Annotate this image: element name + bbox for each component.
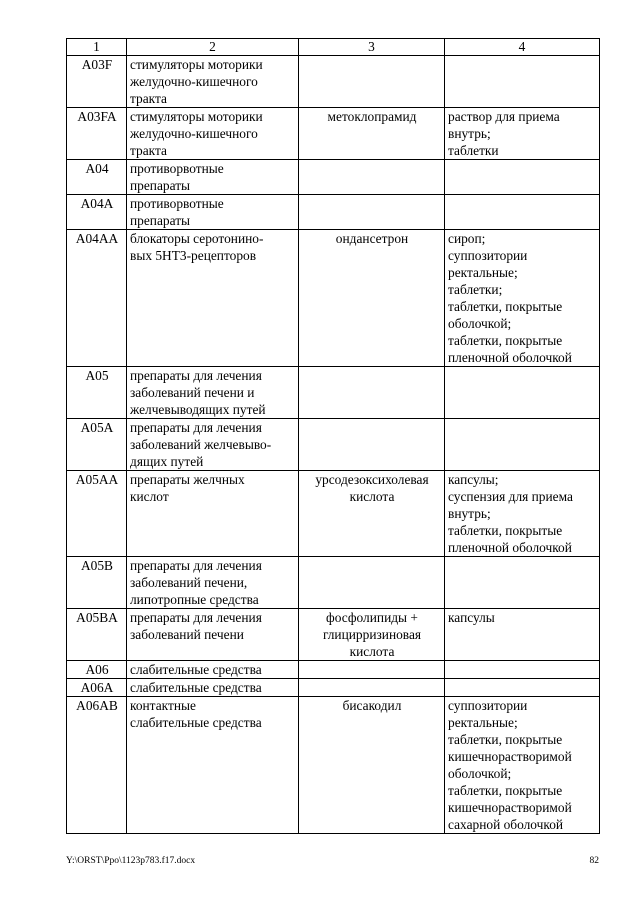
dosage-form-line: суппозитории [448, 248, 528, 263]
dosage-form-line: пленочной оболочкой [448, 350, 572, 365]
dosage-form-line: таблетки, покрытые [448, 732, 563, 747]
drug-name-cell [299, 195, 445, 230]
group-name-cell [127, 56, 299, 108]
dosage-form-cell [445, 471, 600, 557]
dosage-form-line: кишечнорастворимой [448, 800, 572, 815]
drug-name-cell [299, 108, 445, 160]
dosage-form-line: сироп; [448, 231, 486, 246]
group-name-line: кислот [130, 489, 169, 504]
group-name-line: противорвотные [130, 196, 224, 211]
dosage-form-line: сахарной оболочкой [448, 817, 564, 832]
drug-name-line: бисакодил [342, 698, 402, 713]
group-name-cell [127, 367, 299, 419]
group-name-line: слабительные средства [130, 680, 262, 695]
group-name-line: контактные [130, 698, 196, 713]
drug-name-cell [299, 160, 445, 195]
group-name-cell [127, 419, 299, 471]
dosage-form-line: ректальные; [448, 715, 518, 730]
drug-name-line: глицирризиновая [322, 627, 422, 642]
atc-code-cell: A06A [67, 679, 127, 697]
group-name-cell [127, 697, 299, 834]
dosage-form-line: пленочной оболочкой [448, 540, 572, 555]
group-name-line: слабительные средства [130, 662, 262, 677]
group-name-line: желчевыводящих путей [130, 402, 266, 417]
group-name-line: вых 5НТ3-рецепторов [130, 248, 257, 263]
dosage-form-cell [445, 230, 600, 367]
column-header: 1 [67, 39, 127, 56]
dosage-form-cell [445, 609, 600, 661]
group-name-cell [127, 195, 299, 230]
dosage-form-line: капсулы [448, 610, 495, 625]
table-row [67, 609, 600, 661]
header-row [67, 39, 600, 56]
dosage-form-cell [445, 195, 600, 230]
atc-code-cell: A05A [67, 419, 127, 471]
table-row [67, 160, 600, 195]
group-name-cell [127, 679, 299, 697]
group-name-line: дящих путей [130, 454, 204, 469]
group-name-line: препараты желчных [130, 472, 245, 487]
drug-name-cell [299, 609, 445, 661]
group-name-line: слабительные средства [130, 715, 262, 730]
table-row [67, 419, 600, 471]
dosage-form-line: суппозитории [448, 698, 528, 713]
drug-name-line: метоклопрамид [327, 109, 417, 124]
table-row [67, 679, 600, 697]
atc-code-cell: A03F [67, 56, 127, 108]
column-header: 3 [299, 39, 445, 56]
dosage-form-line: таблетки, покрытые [448, 333, 563, 348]
group-name-line: заболеваний печени, [130, 575, 248, 590]
group-name-cell [127, 609, 299, 661]
dosage-form-line: суспензия для приема [448, 489, 573, 504]
dosage-form-line: таблетки [448, 143, 499, 158]
dosage-form-line: таблетки; [448, 282, 503, 297]
group-name-line: стимуляторы моторики [130, 109, 263, 124]
table-row [67, 661, 600, 679]
atc-code-cell: A04 [67, 160, 127, 195]
group-name-line: препараты для лечения [130, 368, 262, 383]
table-row [67, 56, 600, 108]
dosage-form-line: внутрь; [448, 506, 491, 521]
dosage-form-line: ректальные; [448, 265, 518, 280]
table-row [67, 697, 600, 834]
table-row [67, 108, 600, 160]
dosage-form-cell [445, 661, 600, 679]
dosage-form-line: внутрь; [448, 126, 491, 141]
drug-name-line: ондансетрон [335, 231, 409, 246]
dosage-form-line: таблетки, покрытые [448, 299, 563, 314]
drug-name-cell [299, 230, 445, 367]
column-header: 4 [445, 39, 600, 56]
dosage-form-cell [445, 108, 600, 160]
table-row [67, 230, 600, 367]
group-name-cell [127, 471, 299, 557]
group-name-line: противорвотные [130, 161, 224, 176]
dosage-form-line: таблетки, покрытые [448, 523, 563, 538]
group-name-cell [127, 661, 299, 679]
drug-name-cell [299, 679, 445, 697]
atc-code-cell: A05 [67, 367, 127, 419]
group-name-line: желудочно-кишечного [130, 126, 258, 141]
dosage-form-cell [445, 367, 600, 419]
atc-code-cell: A05B [67, 557, 127, 609]
drug-name-cell [299, 367, 445, 419]
group-name-cell [127, 160, 299, 195]
dosage-form-line: оболочкой; [448, 316, 512, 331]
group-name-line: стимуляторы моторики [130, 57, 263, 72]
group-name-line: препараты [130, 178, 191, 193]
drug-name-cell [299, 471, 445, 557]
drug-name-line: урсодезоксихолевая [315, 472, 429, 487]
atc-code-cell: A03FA [67, 108, 127, 160]
table-row [67, 367, 600, 419]
group-name-line: желудочно-кишечного [130, 74, 258, 89]
dosage-form-cell [445, 557, 600, 609]
group-name-line: заболеваний печени и [130, 385, 255, 400]
group-name-line: липотропные средства [130, 592, 259, 607]
group-name-line: препараты [130, 213, 191, 228]
table-row [67, 471, 600, 557]
atc-code-cell: A06 [67, 661, 127, 679]
dosage-form-line: оболочкой; [448, 766, 512, 781]
group-name-line: заболеваний печени [130, 627, 244, 642]
atc-code-cell: A04AA [67, 230, 127, 367]
dosage-form-line: кишечнорастворимой [448, 749, 572, 764]
drug-name-cell [299, 697, 445, 834]
column-header: 2 [127, 39, 299, 56]
footer-file-path: Y:\ORST\Ppo\1123p783.f17.docx [66, 856, 196, 866]
table-row [67, 195, 600, 230]
group-name-cell [127, 557, 299, 609]
atc-code-cell: A05AA [67, 471, 127, 557]
medication-table [66, 38, 600, 834]
dosage-form-line: капсулы; [448, 472, 499, 487]
dosage-form-cell [445, 697, 600, 834]
drug-name-line: кислота [349, 644, 395, 659]
atc-code-cell: A05BA [67, 609, 127, 661]
group-name-line: тракта [130, 143, 167, 158]
group-name-line: препараты для лечения [130, 610, 262, 625]
group-name-line: тракта [130, 91, 167, 106]
drug-name-line: фосфолипиды + [326, 610, 418, 625]
group-name-cell [127, 230, 299, 367]
dosage-form-cell [445, 56, 600, 108]
dosage-form-cell [445, 679, 600, 697]
table-body [67, 56, 600, 834]
drug-name-cell [299, 56, 445, 108]
drug-name-cell [299, 557, 445, 609]
atc-code-cell: A06AB [67, 697, 127, 834]
dosage-form-cell [445, 419, 600, 471]
footer-page-number: 82 [589, 856, 599, 866]
dosage-form-line: раствор для приема [448, 109, 560, 124]
drug-name-line: кислота [349, 489, 395, 504]
dosage-form-cell [445, 160, 600, 195]
group-name-line: препараты для лечения [130, 420, 262, 435]
drug-name-cell [299, 419, 445, 471]
dosage-form-line: таблетки, покрытые [448, 783, 563, 798]
atc-code-cell: A04A [67, 195, 127, 230]
drug-name-cell [299, 661, 445, 679]
group-name-cell [127, 108, 299, 160]
group-name-line: заболеваний желчевыво- [130, 437, 272, 452]
table-row [67, 557, 600, 609]
group-name-line: блокаторы серотонино- [130, 231, 264, 246]
group-name-line: препараты для лечения [130, 558, 262, 573]
